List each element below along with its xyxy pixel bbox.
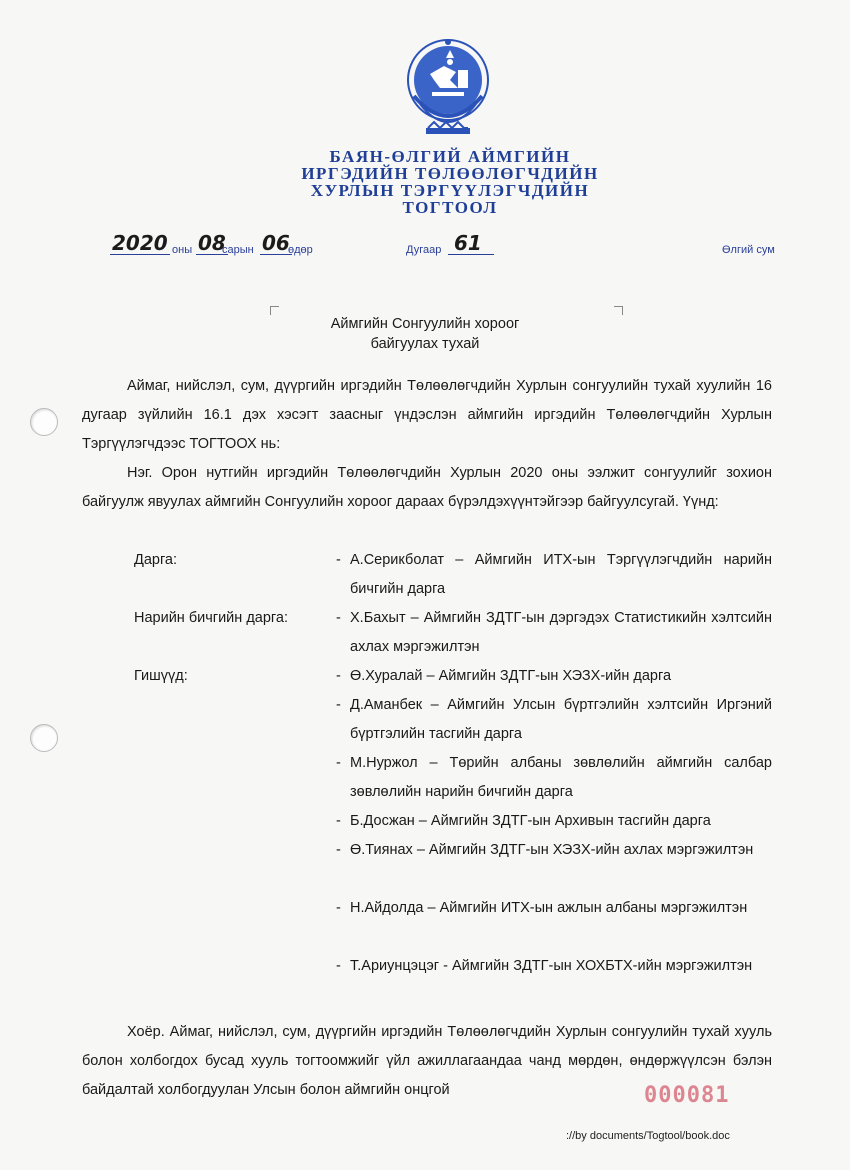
item-one-paragraph: Нэг. Орон нутгийн иргэдийн Төлөөлөгчдийн Хурлын 2020 оны ээлжит сонгуулийг зохион байгуулж явуулах аймгийн Сонгуулийн хороог дараах бүрэлдэхүүнтэйгээр байгуулсугай. Үүнд: xyxy=(82,465,772,510)
serial-number-stamp: 000081 xyxy=(644,1083,730,1108)
role-members: Гишүүд: xyxy=(134,668,188,684)
subject-line-2: байгуулах тухай xyxy=(370,336,480,352)
intro-paragraph: Аймаг, нийслэл, сум, дүүргийн иргэдийн Төлөөлөгчдийн Хурлын сонгуулийн тухай хуулийн 16 дугаар зүйлийн 16.1 дэх хэсэгт заасныг үндэслэн аймгийн иргэдийн Төлөөлөгчдийн Хурлын Тэргүүлэгчдээс ТОГТООХ нь: xyxy=(82,378,772,452)
member-entry: - Ө.Тиянах – Аймгийн ЗДТГ-ын ХЭЗХ-ийн ахлах мэргэжилтэн xyxy=(336,842,754,858)
member-entry: - Х.Бахыт – Аймгийн ЗДТГ-ын дэргэдэх Статистикийн хэлтсийн ахлах мэргэжилтэн xyxy=(336,610,772,655)
corner-mark xyxy=(270,306,279,315)
punch-hole xyxy=(30,724,58,752)
heading-line-1: БАЯН-ӨЛГИЙ АЙМГИЙН xyxy=(329,147,571,166)
date-number-row xyxy=(110,232,790,260)
month-label: сарын xyxy=(222,244,254,256)
document-subject xyxy=(300,314,550,354)
year-value: 2020 xyxy=(112,231,168,255)
day-label: өдөр xyxy=(288,244,313,256)
member-entry: - Н.Айдолда – Аймгийн ИТХ-ын ажлын албаны мэргэжилтэн xyxy=(336,900,748,916)
member-entry: - Т.Ариунцэцэг - Аймгийн ЗДТГ-ын ХОХБТХ-ийн мэргэжилтэн xyxy=(336,958,753,974)
heading-line-2: ИРГЭДИЙН ТӨЛӨӨЛӨГЧДИЙН xyxy=(301,164,599,183)
corner-mark xyxy=(614,306,623,315)
role-chair: Дарга: xyxy=(134,552,178,568)
heading-line-3: ХУРЛЫН ТЭРГҮҮЛЭГЧДИЙН xyxy=(310,181,590,200)
year-label: оны xyxy=(172,244,193,256)
place-label: Өлгий сум xyxy=(722,244,775,256)
member-entry: - М.Нуржол – Төрийн албаны зөвлөлийн аймгийн салбар зөвлөлийн нарийн бичгийн дарга xyxy=(336,755,772,800)
member-entry: - А.Серикболат – Аймгийн ИТХ-ын Тэргүүлэгчдийн нарийн бичгийн дарга xyxy=(336,552,772,597)
file-path-footer: ://by documents/Togtool/book.doc xyxy=(566,1130,730,1142)
member-entry: - Д.Аманбек – Аймгийн Улсын бүртгэлийн хэлтсийн Иргэний бүртгэлийн тасгийн дарга xyxy=(336,697,772,742)
punch-hole xyxy=(30,408,58,436)
month-value: 08 xyxy=(198,231,226,255)
member-entry: - Б.Досжан – Аймгийн ЗДТГ-ын Архивын тасгийн дарга xyxy=(336,813,711,829)
subject-line-1: Аймгийн Сонгуулийн хороог xyxy=(330,316,520,332)
state-emblem-icon xyxy=(400,36,496,146)
item-two-paragraph: Хоёр. Аймаг, нийслэл, сум, дүүргийн иргэдийн Төлөөлөгчдийн Хурлын сонгуулийн тухай хууль болон холбогдох бусад хууль тогтоомжийг үйл ажиллагаандаа чанд мөрдөн, өндөржүүлсэн бэлэн байдалтай холбогдуулан Улсын болон аймгийн онцгой xyxy=(82,1024,772,1098)
heading-line-4: ТОГТООЛ xyxy=(402,198,498,217)
number-label: Дугаар xyxy=(406,244,442,256)
role-secretary: Нарийн бичгийн дарга: xyxy=(134,610,288,626)
member-entry: - Ө.Хуралай – Аймгийн ЗДТГ-ын ХЭЗХ-ийн дарга xyxy=(336,668,672,684)
day-value: 06 xyxy=(262,231,290,255)
number-value: 61 xyxy=(448,232,494,255)
